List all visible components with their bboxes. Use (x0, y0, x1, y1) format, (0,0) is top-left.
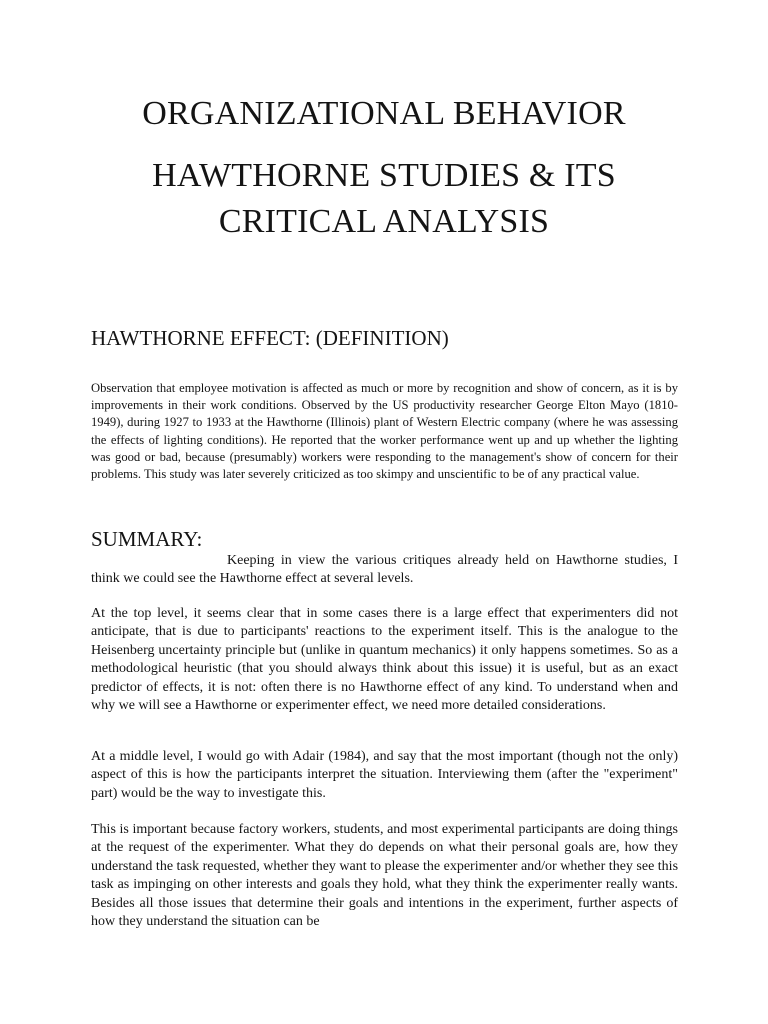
document-title-line-2: HAWTHORNE STUDIES & ITS (152, 157, 616, 194)
summary-paragraph-2: At a middle level, I would go with Adair (1984), and say that the most important (though not the only) aspect of this is how the participants interpret the situation. Interviewing them (after the "experiment" part) would be the way to investigate this. (91, 749, 678, 801)
summary-intro-paragraph (91, 552, 678, 589)
document-title-line-1: ORGANIZATIONAL BEHAVIOR (142, 95, 626, 132)
definition-heading: HAWTHORNE EFFECT: (DEFINITION) (91, 326, 449, 350)
document-title-line-3: CRITICAL ANALYSIS (218, 203, 550, 240)
summary-paragraph-1: At the top level, it seems clear that in some cases there is a large effect that experimenters did not anticipate, that is due to participants' reactions to the experiment itself. This is the analogue to the Heisenberg uncertainty principle but (unlike in quantum mechanics) it only happens sometimes. So as a methodological heuristic (that you should always think about this issue) it is useful, but as an exact predictor of effects, it is not: often there is no Hawthorne effect of any kind. To understand when and why we will see a Hawthorne or experimenter effect, we need more detailed considerations. (91, 606, 678, 714)
summary-intro-text: Keeping in view the various critiques already held on Hawthorne studies, I think we could see the Hawthorne effect at several levels. (91, 553, 678, 587)
summary-heading: SUMMARY: (91, 527, 203, 551)
definition-paragraph: Observation that employee motivation is affected as much or more by recognition and show of concern, as it is by improvements in their work conditions. Observed by the US productivity researcher George Elton Mayo (1810-1949), during 1927 to 1933 at the Hawthorne (Illinois) plant of Western Electric company (where he was assessing the effects of lighting conditions). He reported that the worker performance went up and up whether the lighting was good or bad, because (presumably) workers were responding to the management's show of concern for their problems. This study was later severely criticized as too skimpy and unscientific to be of any practical value. (91, 381, 678, 482)
summary-paragraph-3: This is important because factory workers, students, and most experimental participants are doing things at the request of the experimenter. What they do depends on what their personal goals are, how they understand the task requested, whether they want to please the experimenter and/or whether they see this task as impinging on other interests and goals they hold, what they think the experimenter really wants. Besides all those issues that determine their goals and intentions in the experiment, further aspects of how they understand the situation can be (91, 822, 679, 930)
